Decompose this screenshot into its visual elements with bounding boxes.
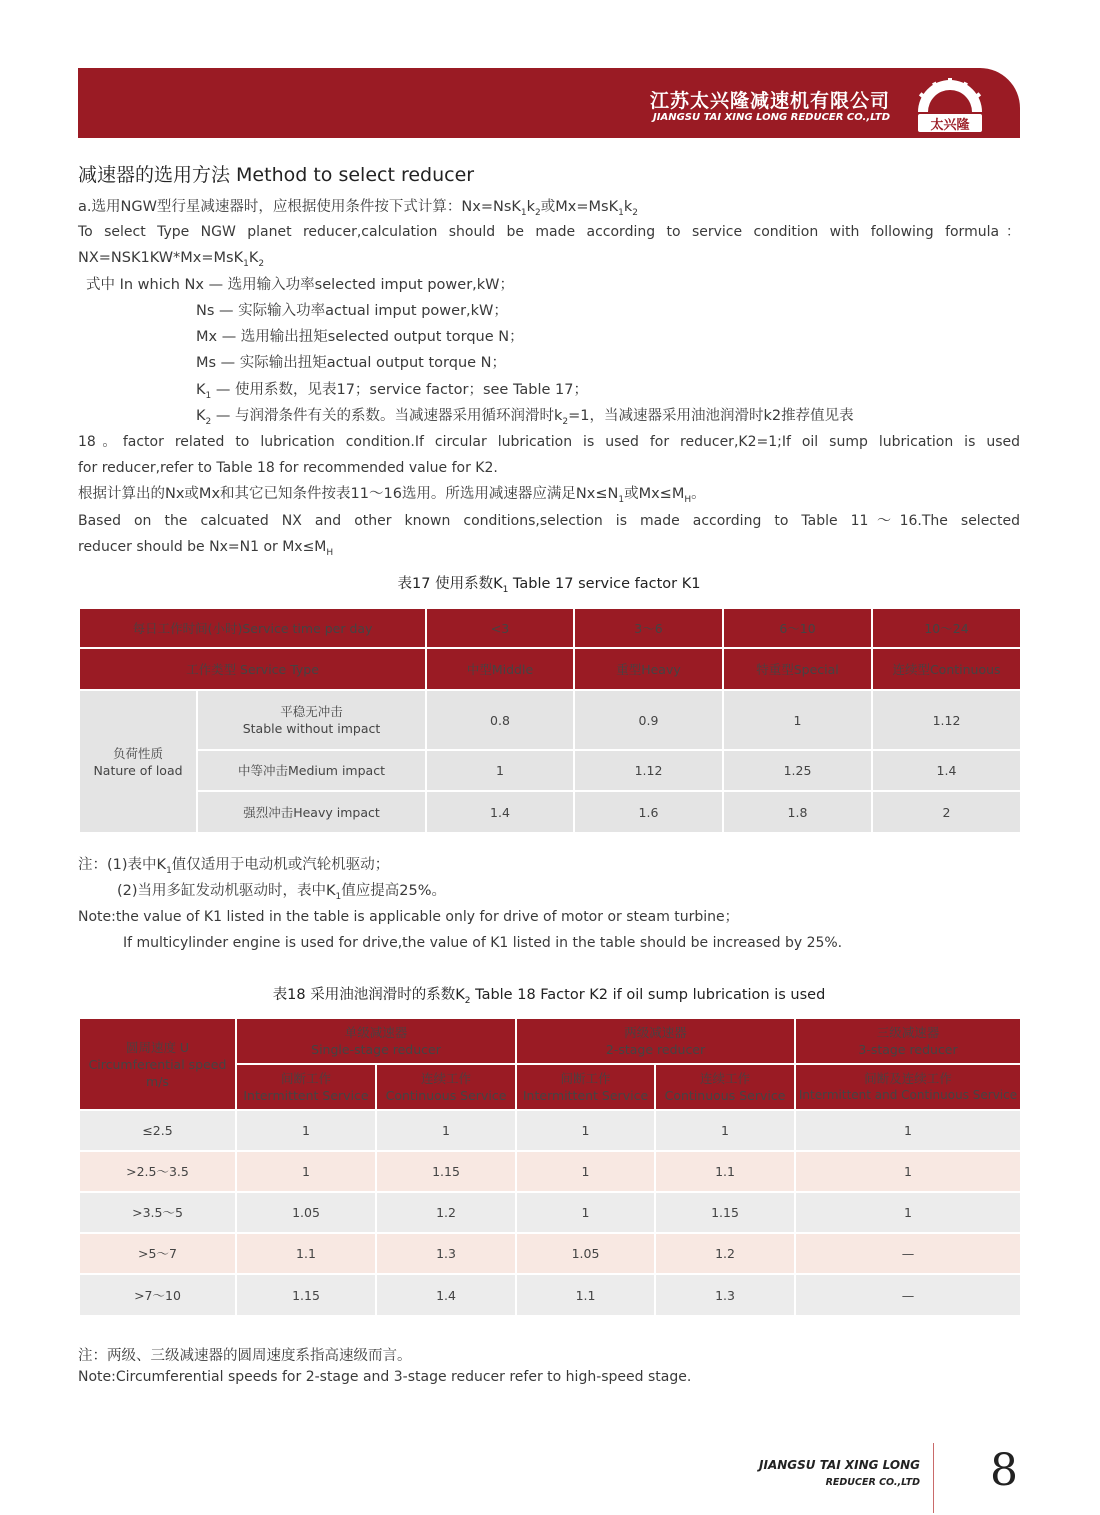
page-number: 8 — [990, 1445, 1018, 1496]
table17 — [78, 607, 1022, 834]
group-en: Nature of load — [93, 762, 183, 778]
group-cn: 三级减速器 — [876, 1025, 940, 1040]
header-band — [78, 68, 1020, 138]
header-cell: <3 — [426, 608, 574, 648]
value-cell: 1.4 — [376, 1274, 516, 1316]
value-cell: 1.1 — [655, 1151, 795, 1192]
table17-header-row1 — [79, 608, 1021, 648]
para-ns: Ns — 实际输入功率actual imput power,kW； — [196, 303, 508, 319]
company-name-cn: 江苏太兴隆减速机有限公司 — [649, 90, 890, 112]
value-cell: — — [795, 1233, 1021, 1274]
value-cell: 1.1 — [516, 1274, 655, 1316]
footer-company-line1: JIANGSU TAI XING LONG — [759, 1458, 920, 1472]
value-cell: 1 — [516, 1110, 655, 1151]
value-cell: 1.15 — [376, 1151, 516, 1192]
footer-company-line2: REDUCER CO.,LTD — [825, 1477, 920, 1488]
value-cell: 1 — [516, 1192, 655, 1233]
table-row — [79, 1192, 1021, 1233]
subhead-cn: 间断工作 — [280, 1071, 331, 1086]
para-k2-en1: 18。factor related to lubrication condition.If circular lubrication is used for reducer,K2=1;If oil sump lubrication is used — [78, 434, 1020, 450]
para-k1: $K_1$ — 使用系数，见表17；service factor；see Table 17； — [196, 382, 589, 401]
speed-cell: ≤2.5 — [79, 1110, 236, 1151]
value-cell: 0.8 — [426, 690, 574, 750]
subhead-en: Intermittent Service — [522, 1088, 649, 1103]
table-row — [79, 1110, 1021, 1151]
value-cell: 2 — [872, 791, 1021, 833]
value-cell: 1.05 — [516, 1233, 655, 1274]
speed-cell: >7～10 — [79, 1274, 236, 1316]
para-a-en: To select Type NGW planet reducer,calculation should be made according to service condition with following formula： — [78, 224, 1020, 240]
group-en: 2-stage reducer — [605, 1042, 706, 1057]
header-cell: 特重型Special — [723, 648, 872, 690]
speed-cell: >2.5～3.5 — [79, 1151, 236, 1192]
load-cn: 平稳无冲击 — [280, 704, 343, 719]
load-cell — [197, 690, 426, 750]
value-cell: 1.2 — [655, 1233, 795, 1274]
header-cell: 工作类型 Service Type — [79, 648, 426, 690]
note17-en1: Note:the value of K1 listed in the table is applicable only for drive of motor or steam turbine； — [78, 909, 739, 925]
value-cell: 1.1 — [236, 1233, 376, 1274]
note17-1: 注：(1)表中$K_1$值仅适用于电动机或汽轮机驱动； — [78, 857, 390, 876]
company-name-en: JIANGSU TAI XING LONG REDUCER CO.,LTD — [653, 112, 890, 123]
value-cell: 1.15 — [655, 1192, 795, 1233]
para-calc-en2: reducer should be Nx=N1 or $Mx\le M_H$ — [78, 539, 334, 558]
header-cell: 3～6 — [574, 608, 723, 648]
load-cell: 强烈冲击Heavy impact — [197, 791, 426, 833]
speed-cn: 圆周速度 U — [125, 1039, 190, 1055]
para-calc-en1: Based on the calcuated NX and other known conditions,selection is made according to Table 11～16.The selected — [78, 513, 1020, 529]
header-cell: 重型Heavy — [574, 648, 723, 690]
subhead-en: Intermittent and Continuous Service — [798, 1088, 1018, 1102]
header-cell: 连续型Continuous — [872, 648, 1021, 690]
subhead-cn: 间断工作 — [560, 1071, 611, 1086]
value-cell: 1.25 — [723, 750, 872, 791]
value-cell: 1 — [655, 1110, 795, 1151]
speed-cell: >3.5～5 — [79, 1192, 236, 1233]
speed-en: Circumferential speed — [88, 1056, 227, 1072]
value-cell: 1.12 — [872, 690, 1021, 750]
group-cn: 单级减速器 — [344, 1025, 408, 1040]
value-cell: — — [795, 1274, 1021, 1316]
note18-en: Note:Circumferential speeds for 2-stage and 3-stage reducer refer to high-speed stage. — [78, 1369, 692, 1385]
para-a-en-formula: $NX=NSK1KW*Mx=MsK_1K_2$ — [78, 250, 265, 269]
group-header-cell — [516, 1018, 795, 1064]
header-cell: 6～10 — [723, 608, 872, 648]
table-row — [79, 750, 1021, 791]
group-en: 3-stage reducer — [858, 1042, 958, 1057]
table-row — [79, 1233, 1021, 1274]
subhead-en: Continuous Service — [664, 1088, 786, 1103]
subhead-cell — [236, 1064, 376, 1110]
table-row — [79, 1151, 1021, 1192]
value-cell: 1 — [723, 690, 872, 750]
speed-header-cell — [79, 1018, 236, 1110]
table-row — [79, 690, 1021, 750]
header-cell: 10～24 — [872, 608, 1021, 648]
group-header-cell — [795, 1018, 1021, 1064]
value-cell: 1.15 — [236, 1274, 376, 1316]
table-row — [79, 791, 1021, 833]
table17-header-row2 — [79, 648, 1021, 690]
para-k2: $K_2$ — 与润滑条件有关的系数。当减速器采用循环润滑时$k_2=1$，当减速器采用油池润滑时k2推荐值见表 — [196, 408, 854, 427]
value-cell: 1 — [426, 750, 574, 791]
value-cell: 1.3 — [376, 1233, 516, 1274]
footer-divider — [933, 1443, 934, 1513]
value-cell: 1.6 — [574, 791, 723, 833]
value-cell: 1 — [376, 1110, 516, 1151]
subhead-cell — [655, 1064, 795, 1110]
note17-en2: If multicylinder engine is used for drive,the value of K1 listed in the table should be increased by 25%. — [123, 935, 843, 951]
group-en: Single-stage reducer — [311, 1042, 441, 1057]
value-cell: 0.9 — [574, 690, 723, 750]
table18-header-row1 — [79, 1018, 1021, 1064]
note18-cn: 注：两级、三级减速器的圆周速度系指高速级而言。 — [78, 1348, 412, 1364]
table18 — [78, 1017, 1022, 1317]
subhead-cn: 连续工作 — [700, 1071, 751, 1086]
subhead-en: Intermittent Service — [243, 1088, 369, 1103]
group-cell — [79, 690, 197, 833]
value-cell: 1 — [236, 1151, 376, 1192]
value-cell: 1 — [795, 1110, 1021, 1151]
para-calc-cn: 根据计算出的Nx或Mx和其它已知条件按表11～16选用。所选用减速器应满足$Nx\le N_1$或$Mx\le M_H$。 — [78, 486, 706, 505]
gear-logo-icon — [910, 74, 990, 136]
para-in-which: 式中 In which Nx — 选用输入功率selected imput power,kW； — [86, 277, 514, 293]
speed-cell: >5～7 — [79, 1233, 236, 1274]
table18-caption: 表18 采用油池润滑时的系数$K_2$ Table 18 Factor K2 if oil sump lubrication is used — [272, 987, 826, 1006]
speed-unit: m/s — [146, 1073, 169, 1089]
subhead-cell — [516, 1064, 655, 1110]
load-cell: 中等冲击Medium impact — [197, 750, 426, 791]
header-cell: 每日工作时间(小时)Service time per day — [79, 608, 426, 648]
value-cell: 1.4 — [872, 750, 1021, 791]
para-a-cn: a.选用NGW型行星减速器时，应根据使用条件按下式计算：$Nx=NsK_1k_2$或$Mx=MsK_1k_2$ — [78, 199, 638, 218]
para-ms: Ms — 实际输出扭矩actual output torque N； — [196, 355, 507, 371]
group-header-cell — [236, 1018, 516, 1064]
group-cn: 负荷性质 — [112, 745, 163, 761]
table17-caption: 表17 使用系数$K_1$ Table 17 service factor K1 — [397, 576, 701, 595]
subhead-en: Continuous Service — [385, 1088, 507, 1103]
load-en: Stable without impact — [242, 721, 381, 736]
table-row — [79, 1274, 1021, 1316]
section-title: 减速器的选用方法 Method to select reducer — [78, 164, 475, 186]
subhead-cell — [795, 1064, 1021, 1110]
value-cell: 1.05 — [236, 1192, 376, 1233]
value-cell: 1.4 — [426, 791, 574, 833]
subhead-cell — [376, 1064, 516, 1110]
value-cell: 1 — [236, 1110, 376, 1151]
group-cn: 两级减速器 — [624, 1025, 687, 1040]
value-cell: 1.12 — [574, 750, 723, 791]
value-cell: 1 — [516, 1151, 655, 1192]
value-cell: 1.3 — [655, 1274, 795, 1316]
para-k2-en2: for reducer,refer to Table 18 for recommended value for K2. — [78, 460, 498, 476]
value-cell: 1 — [795, 1151, 1021, 1192]
logo-text: 太兴隆 — [930, 118, 970, 133]
value-cell: 1.8 — [723, 791, 872, 833]
subhead-cn: 间断及连续工作 — [864, 1071, 952, 1086]
subhead-cn: 连续工作 — [421, 1071, 472, 1086]
note17-2: (2)当用多缸发动机驱动时，表中$K_1$值应提高25%。 — [117, 883, 447, 902]
value-cell: 1 — [795, 1192, 1021, 1233]
value-cell: 1.2 — [376, 1192, 516, 1233]
para-mx: Mx — 选用输出扭矩selected output torque N； — [196, 329, 524, 345]
header-cell: 中型Middle — [426, 648, 574, 690]
